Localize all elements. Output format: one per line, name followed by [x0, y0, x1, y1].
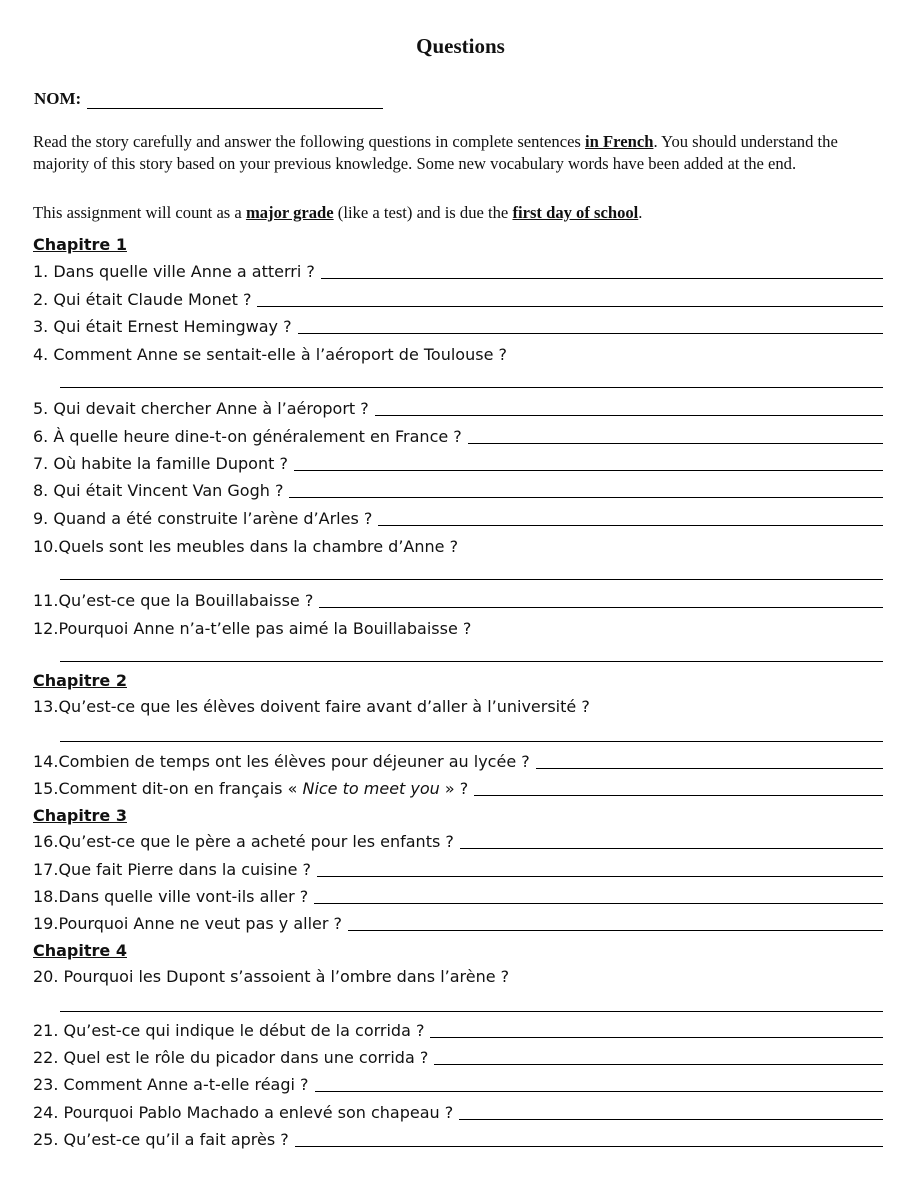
question-row [33, 260, 883, 282]
answer-line[interactable] [60, 661, 883, 662]
answer-line[interactable] [430, 1037, 883, 1038]
question-text: Qu’est-ce que le père a acheté pour les enfants ? [58, 832, 454, 851]
question-row [33, 617, 883, 639]
question-number: 3. [33, 317, 49, 336]
answer-line[interactable] [257, 306, 883, 307]
name-field [34, 89, 383, 109]
instructions-text: . You should understand the majority of this story based on your previous knowledge. Some new vocabulary words have been added at the end. [33, 132, 838, 173]
question-text: Qu’est-ce qu’il a fait après ? [63, 1130, 289, 1149]
question-number: 1. [33, 262, 49, 281]
question-number: 10. [33, 537, 59, 556]
question-row [33, 452, 883, 474]
answer-line[interactable] [314, 903, 883, 904]
answer-line[interactable] [474, 795, 883, 796]
question-number: 23. [33, 1075, 59, 1094]
question-number: 9. [33, 509, 49, 528]
assignment-paragraph [33, 202, 893, 224]
question-text: Comment Anne se sentait-elle à l’aéroport de Toulouse ? [53, 345, 507, 364]
question-row [33, 1073, 883, 1095]
assignment-text: This assignment will count as a [33, 203, 246, 222]
answer-line[interactable] [60, 1011, 883, 1012]
question-text: Pourquoi les Dupont s’assoient à l’ombre dans l’arène ? [63, 967, 510, 986]
question-text: Qui devait chercher Anne à l’aéroport ? [53, 399, 369, 418]
question-text: Pourquoi Pablo Machado a enlevé son chapeau ? [63, 1103, 454, 1122]
instructions-emphasis: in French [585, 132, 654, 151]
question-row [33, 479, 883, 501]
assignment-emphasis: first day of school [512, 203, 639, 222]
question-number: 7. [33, 454, 49, 473]
question-number: 11. [33, 591, 59, 610]
question-text: Dans quelle ville Anne a atterri ? [53, 262, 315, 281]
question-text: Quel est le rôle du picador dans une corrida ? [63, 1048, 429, 1067]
question-number: 12. [33, 619, 59, 638]
assignment-text: . [638, 203, 643, 222]
answer-line[interactable] [460, 848, 883, 849]
question-text: Qu’est-ce que la Bouillabaisse ? [58, 591, 314, 610]
question-row [33, 885, 883, 907]
question-number: 4. [33, 345, 49, 364]
question-row [33, 589, 883, 611]
question-row [33, 777, 883, 799]
question-text: Qui était Vincent Van Gogh ? [53, 481, 284, 500]
answer-line[interactable] [60, 741, 883, 742]
question-text: Comment Anne a-t-elle réagi ? [63, 1075, 309, 1094]
answer-line[interactable] [317, 876, 883, 877]
question-text: Comment dit-on en français « Nice to meet you » ? [58, 779, 469, 798]
question-number: 19. [33, 914, 59, 933]
question-row [33, 315, 883, 337]
answer-line[interactable] [289, 497, 883, 498]
instructions-paragraph [33, 131, 893, 175]
question-row [33, 912, 883, 934]
question-number: 2. [33, 290, 49, 309]
chapter-heading: Chapitre 2 [33, 671, 127, 690]
question-number: 14. [33, 752, 59, 771]
answer-line[interactable] [315, 1091, 883, 1092]
chapter-heading: Chapitre 4 [33, 941, 127, 960]
answer-line[interactable] [459, 1119, 883, 1120]
question-number: 24. [33, 1103, 59, 1122]
question-text: Que fait Pierre dans la cuisine ? [58, 860, 311, 879]
question-row [33, 535, 883, 557]
question-row [33, 397, 883, 419]
question-text: Qui était Claude Monet ? [53, 290, 252, 309]
question-row [33, 343, 883, 365]
page-title: Questions [416, 34, 505, 58]
question-row [33, 1019, 883, 1041]
question-text: Qu’est-ce qui indique le début de la corrida ? [63, 1021, 425, 1040]
question-number: 13. [33, 697, 59, 716]
question-row [33, 965, 883, 987]
question-number: 17. [33, 860, 59, 879]
question-text: Quels sont les meubles dans la chambre d’Anne ? [58, 537, 459, 556]
question-text: Pourquoi Anne ne veut pas y aller ? [58, 914, 343, 933]
answer-line[interactable] [378, 525, 883, 526]
answer-line[interactable] [348, 930, 883, 931]
question-number: 21. [33, 1021, 59, 1040]
question-row [33, 425, 883, 447]
question-number: 16. [33, 832, 59, 851]
answer-line[interactable] [60, 387, 883, 388]
question-number: 15. [33, 779, 59, 798]
answer-line[interactable] [321, 278, 883, 279]
question-row [33, 1101, 883, 1123]
assignment-text: (like a test) and is due the [333, 203, 513, 222]
question-row [33, 507, 883, 529]
name-label: NOM: [34, 89, 82, 108]
question-row [33, 830, 883, 852]
answer-line[interactable] [536, 768, 883, 769]
question-text: À quelle heure dine-t-on généralement en France ? [53, 427, 462, 446]
question-number: 6. [33, 427, 49, 446]
question-text: Qui était Ernest Hemingway ? [53, 317, 292, 336]
name-blank-line[interactable] [87, 92, 383, 109]
answer-line[interactable] [468, 443, 883, 444]
question-number: 25. [33, 1130, 59, 1149]
question-row [33, 288, 883, 310]
question-number: 18. [33, 887, 59, 906]
answer-line[interactable] [294, 470, 883, 471]
answer-line[interactable] [60, 579, 883, 580]
question-text: Combien de temps ont les élèves pour déjeuner au lycée ? [58, 752, 530, 771]
question-text: Où habite la famille Dupont ? [53, 454, 288, 473]
assignment-emphasis: major grade [245, 203, 334, 222]
answer-line[interactable] [295, 1146, 883, 1147]
question-number: 8. [33, 481, 49, 500]
answer-line[interactable] [298, 333, 883, 334]
chapter-heading: Chapitre 3 [33, 806, 127, 825]
answer-line[interactable] [319, 607, 883, 608]
answer-line[interactable] [434, 1064, 883, 1065]
question-number: 5. [33, 399, 49, 418]
instructions-text: Read the story carefully and answer the following questions in complete sentences [33, 132, 586, 151]
question-text: Quand a été construite l’arène d’Arles ? [53, 509, 373, 528]
question-text: Qu’est-ce que les élèves doivent faire avant d’aller à l’université ? [58, 697, 590, 716]
question-row [33, 750, 883, 772]
chapter-heading: Chapitre 1 [33, 235, 127, 254]
question-row [33, 695, 883, 717]
answer-line[interactable] [375, 415, 883, 416]
question-number: 22. [33, 1048, 59, 1067]
question-text: Dans quelle ville vont-ils aller ? [58, 887, 309, 906]
question-text: Pourquoi Anne n’a-t’elle pas aimé la Bouillabaisse ? [58, 619, 472, 638]
question-row [33, 1128, 883, 1150]
question-row [33, 858, 883, 880]
question-number: 20. [33, 967, 59, 986]
question-row [33, 1046, 883, 1068]
